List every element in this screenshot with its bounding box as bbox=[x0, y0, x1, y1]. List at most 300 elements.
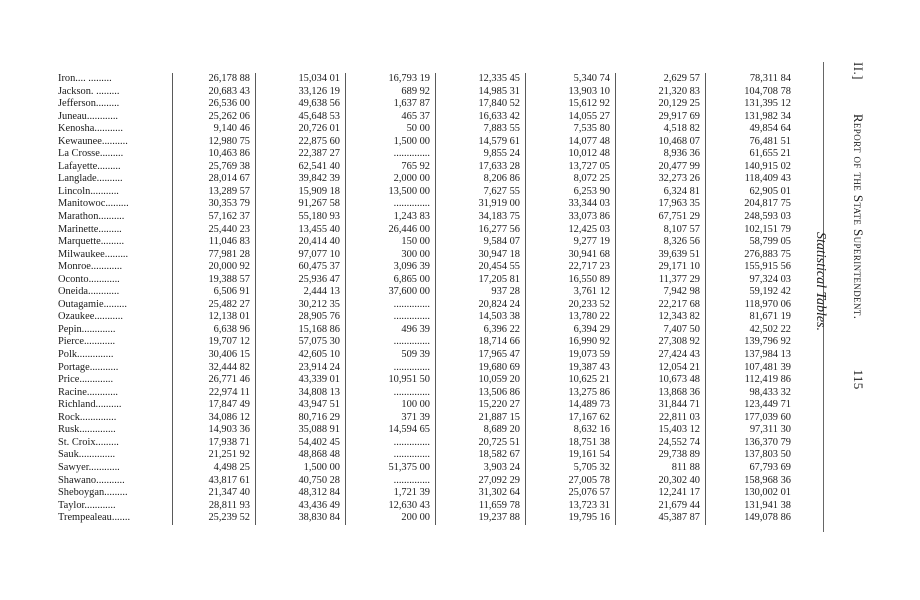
value-cell: 28,014 67 bbox=[173, 173, 256, 186]
value-cell: 13,868 36 bbox=[616, 387, 706, 400]
value-cell: 76,481 51 bbox=[706, 136, 797, 149]
value-cell: 14,985 31 bbox=[436, 86, 526, 99]
value-cell: 300 00 bbox=[346, 249, 436, 262]
value-cell: 15,168 86 bbox=[256, 324, 346, 337]
value-cell: 22,811 03 bbox=[616, 412, 706, 425]
value-cell: 204,817 75 bbox=[706, 198, 797, 211]
value-cell: 10,673 48 bbox=[616, 374, 706, 387]
value-cell: 25,769 38 bbox=[173, 161, 256, 174]
value-cell: 4,518 82 bbox=[616, 123, 706, 136]
value-cell: 57,162 37 bbox=[173, 211, 256, 224]
value-cell: 8,689 20 bbox=[436, 424, 526, 437]
value-cell: 98,433 32 bbox=[706, 387, 797, 400]
county-name-cell: Rusk.............. bbox=[58, 424, 116, 436]
table-row bbox=[58, 236, 796, 249]
value-cell: 62,905 01 bbox=[706, 186, 797, 199]
county-name-cell: Kenosha........... bbox=[58, 123, 123, 135]
value-cell: 465 37 bbox=[346, 111, 436, 124]
value-cell: 2,000 00 bbox=[346, 173, 436, 186]
value-cell: 67,751 29 bbox=[616, 211, 706, 224]
value-cell: 31,844 71 bbox=[616, 399, 706, 412]
county-name-cell: Manitowoc......... bbox=[58, 198, 129, 210]
value-cell: 10,012 48 bbox=[526, 148, 616, 161]
value-cell: 18,582 67 bbox=[436, 449, 526, 462]
value-cell: 8,326 56 bbox=[616, 236, 706, 249]
table-row bbox=[58, 462, 796, 475]
table-row bbox=[58, 437, 796, 450]
value-cell: 45,648 53 bbox=[256, 111, 346, 124]
county-name-cell: Richland.......... bbox=[58, 399, 122, 411]
value-cell: 13,455 40 bbox=[256, 224, 346, 237]
table-row bbox=[58, 412, 796, 425]
value-cell: 13,275 86 bbox=[526, 387, 616, 400]
value-cell: 25,482 27 bbox=[173, 299, 256, 312]
value-cell: 12,054 21 bbox=[616, 362, 706, 375]
value-cell: 5,340 74 bbox=[526, 73, 616, 86]
value-cell: 137,984 13 bbox=[706, 349, 797, 362]
value-cell: 1,637 87 bbox=[346, 98, 436, 111]
value-cell: .............. bbox=[346, 437, 436, 450]
value-cell: 39,842 39 bbox=[256, 173, 346, 186]
value-cell: 25,076 57 bbox=[526, 487, 616, 500]
value-cell: 97,311 30 bbox=[706, 424, 797, 437]
county-name-cell: Oconto............ bbox=[58, 273, 120, 285]
value-cell: 17,633 28 bbox=[436, 161, 526, 174]
value-cell: 77,981 28 bbox=[173, 249, 256, 262]
table-row bbox=[58, 512, 796, 525]
value-cell: 30,212 35 bbox=[256, 299, 346, 312]
value-cell: 6,396 22 bbox=[436, 324, 526, 337]
value-cell: 811 88 bbox=[616, 462, 706, 475]
value-cell: 27,424 43 bbox=[616, 349, 706, 362]
value-cell: 19,795 16 bbox=[526, 512, 616, 525]
value-cell: 26,446 00 bbox=[346, 224, 436, 237]
value-cell: 12,630 43 bbox=[346, 500, 436, 513]
value-cell: 15,612 92 bbox=[526, 98, 616, 111]
value-cell: 15,220 27 bbox=[436, 399, 526, 412]
county-name-cell: Trempealeau....... bbox=[58, 512, 131, 524]
value-cell: 17,167 62 bbox=[526, 412, 616, 425]
value-cell: .............. bbox=[346, 148, 436, 161]
county-name-cell: Milwaukee......... bbox=[58, 248, 129, 260]
value-cell: 29,738 89 bbox=[616, 449, 706, 462]
table-row bbox=[58, 136, 796, 149]
value-cell: 31,302 64 bbox=[436, 487, 526, 500]
value-cell: 20,683 43 bbox=[173, 86, 256, 99]
county-name-cell: Sauk.............. bbox=[58, 449, 116, 461]
value-cell: 13,727 05 bbox=[526, 161, 616, 174]
value-cell: 34,808 13 bbox=[256, 387, 346, 400]
value-cell: 2,444 13 bbox=[256, 286, 346, 299]
table-row bbox=[58, 86, 796, 99]
value-cell: 3,761 12 bbox=[526, 286, 616, 299]
value-cell: 8,632 16 bbox=[526, 424, 616, 437]
value-cell: 32,273 26 bbox=[616, 173, 706, 186]
table-row bbox=[58, 148, 796, 161]
value-cell: 200 00 bbox=[346, 512, 436, 525]
value-cell: 54,402 45 bbox=[256, 437, 346, 450]
value-cell: 39,639 51 bbox=[616, 249, 706, 262]
value-cell: 131,982 34 bbox=[706, 111, 797, 124]
value-cell: 13,289 57 bbox=[173, 186, 256, 199]
value-cell: 27,308 92 bbox=[616, 336, 706, 349]
value-cell: 17,840 52 bbox=[436, 98, 526, 111]
statistical-table bbox=[58, 73, 796, 525]
value-cell: 130,002 01 bbox=[706, 487, 797, 500]
value-cell: 30,947 18 bbox=[436, 249, 526, 262]
value-cell: 15,034 01 bbox=[256, 73, 346, 86]
value-cell: 19,073 59 bbox=[526, 349, 616, 362]
table-body bbox=[58, 73, 796, 525]
value-cell: 14,489 73 bbox=[526, 399, 616, 412]
value-cell: 60,475 37 bbox=[256, 261, 346, 274]
county-name-cell: Marquette......... bbox=[58, 236, 125, 248]
value-cell: 13,903 10 bbox=[526, 86, 616, 99]
value-cell: 21,679 44 bbox=[616, 500, 706, 513]
value-cell: 14,579 61 bbox=[436, 136, 526, 149]
value-cell: 21,251 92 bbox=[173, 449, 256, 462]
table-row bbox=[58, 161, 796, 174]
value-cell: 15,403 12 bbox=[616, 424, 706, 437]
table-row bbox=[58, 286, 796, 299]
value-cell: 2,629 57 bbox=[616, 73, 706, 86]
value-cell: 7,883 55 bbox=[436, 123, 526, 136]
value-cell: 100 00 bbox=[346, 399, 436, 412]
value-cell: 150 00 bbox=[346, 236, 436, 249]
table-row bbox=[58, 387, 796, 400]
table-row bbox=[58, 173, 796, 186]
value-cell: 14,055 27 bbox=[526, 111, 616, 124]
value-cell: 7,942 98 bbox=[616, 286, 706, 299]
value-cell: 19,388 57 bbox=[173, 274, 256, 287]
value-cell: 1,500 00 bbox=[346, 136, 436, 149]
county-name-cell: Taylor............ bbox=[58, 499, 116, 511]
value-cell: 34,183 75 bbox=[436, 211, 526, 224]
table-row bbox=[58, 111, 796, 124]
value-cell: 8,206 86 bbox=[436, 173, 526, 186]
value-cell: 20,454 55 bbox=[436, 261, 526, 274]
value-cell: 13,780 22 bbox=[526, 311, 616, 324]
table-row bbox=[58, 500, 796, 513]
value-cell: .............. bbox=[346, 311, 436, 324]
page-number: 115 bbox=[851, 369, 866, 390]
county-name-cell: Jefferson......... bbox=[58, 98, 120, 110]
table-row bbox=[58, 198, 796, 211]
value-cell: 10,951 50 bbox=[346, 374, 436, 387]
value-cell: 12,980 75 bbox=[173, 136, 256, 149]
value-cell: 107,481 39 bbox=[706, 362, 797, 375]
value-cell: 9,277 19 bbox=[526, 236, 616, 249]
county-name-cell: Ozaukee........... bbox=[58, 311, 123, 323]
value-cell: 43,817 61 bbox=[173, 475, 256, 488]
county-name-cell: Kewaunee.......... bbox=[58, 135, 128, 147]
value-cell: 20,414 40 bbox=[256, 236, 346, 249]
table-row bbox=[58, 186, 796, 199]
value-cell: 11,659 78 bbox=[436, 500, 526, 513]
value-cell: 112,419 86 bbox=[706, 374, 797, 387]
value-cell: 20,000 92 bbox=[173, 261, 256, 274]
table-row bbox=[58, 487, 796, 500]
value-cell: 40,750 28 bbox=[256, 475, 346, 488]
value-cell: 12,335 45 bbox=[436, 73, 526, 86]
value-cell: 48,868 48 bbox=[256, 449, 346, 462]
table-row bbox=[58, 324, 796, 337]
value-cell: 19,161 54 bbox=[526, 449, 616, 462]
value-cell: 3,096 39 bbox=[346, 261, 436, 274]
county-name-cell: Marinette......... bbox=[58, 223, 122, 235]
value-cell: 22,875 60 bbox=[256, 136, 346, 149]
value-cell: 19,387 43 bbox=[526, 362, 616, 375]
value-cell: 13,723 31 bbox=[526, 500, 616, 513]
value-cell: 20,129 25 bbox=[616, 98, 706, 111]
value-cell: 496 39 bbox=[346, 324, 436, 337]
value-cell: 22,387 27 bbox=[256, 148, 346, 161]
value-cell: 6,324 81 bbox=[616, 186, 706, 199]
value-cell: 6,865 00 bbox=[346, 274, 436, 287]
value-cell: 19,680 69 bbox=[436, 362, 526, 375]
value-cell: 50 00 bbox=[346, 123, 436, 136]
value-cell: .............. bbox=[346, 198, 436, 211]
value-cell: 149,078 86 bbox=[706, 512, 797, 525]
table-row bbox=[58, 374, 796, 387]
value-cell: 140,915 02 bbox=[706, 161, 797, 174]
table-row bbox=[58, 424, 796, 437]
value-cell: 55,180 93 bbox=[256, 211, 346, 224]
value-cell: 43,947 51 bbox=[256, 399, 346, 412]
value-cell: 58,799 05 bbox=[706, 236, 797, 249]
value-cell: 10,625 21 bbox=[526, 374, 616, 387]
value-cell: 91,267 58 bbox=[256, 198, 346, 211]
value-cell: 10,463 86 bbox=[173, 148, 256, 161]
value-cell: 27,092 29 bbox=[436, 475, 526, 488]
value-cell: 7,407 50 bbox=[616, 324, 706, 337]
county-name-cell: Pepin............. bbox=[58, 323, 116, 335]
value-cell: 22,974 11 bbox=[173, 387, 256, 400]
value-cell: 17,205 81 bbox=[436, 274, 526, 287]
table-row bbox=[58, 449, 796, 462]
county-name-cell: Lafayette......... bbox=[58, 160, 121, 172]
value-cell: 16,550 89 bbox=[526, 274, 616, 287]
value-cell: 43,436 49 bbox=[256, 500, 346, 513]
value-cell: 17,965 47 bbox=[436, 349, 526, 362]
table-row bbox=[58, 249, 796, 262]
value-cell: 12,343 82 bbox=[616, 311, 706, 324]
county-name-cell: Juneau............ bbox=[58, 110, 119, 122]
value-cell: 37,600 00 bbox=[346, 286, 436, 299]
value-cell: 1,243 83 bbox=[346, 211, 436, 224]
value-cell: 6,253 90 bbox=[526, 186, 616, 199]
value-cell: 123,449 71 bbox=[706, 399, 797, 412]
value-cell: 49,638 56 bbox=[256, 98, 346, 111]
value-cell: 51,375 00 bbox=[346, 462, 436, 475]
value-cell: 8,072 25 bbox=[526, 173, 616, 186]
value-cell: 1,500 00 bbox=[256, 462, 346, 475]
value-cell: 45,387 87 bbox=[616, 512, 706, 525]
value-cell: 11,046 83 bbox=[173, 236, 256, 249]
value-cell: 30,353 79 bbox=[173, 198, 256, 211]
value-cell: 57,075 30 bbox=[256, 336, 346, 349]
table-row bbox=[58, 299, 796, 312]
value-cell: 3,903 24 bbox=[436, 462, 526, 475]
value-cell: 59,192 42 bbox=[706, 286, 797, 299]
value-cell: 25,262 06 bbox=[173, 111, 256, 124]
value-cell: 25,936 47 bbox=[256, 274, 346, 287]
value-cell: 21,887 15 bbox=[436, 412, 526, 425]
value-cell: 27,005 78 bbox=[526, 475, 616, 488]
value-cell: 35,088 91 bbox=[256, 424, 346, 437]
value-cell: 43,339 01 bbox=[256, 374, 346, 387]
value-cell: 32,444 82 bbox=[173, 362, 256, 375]
value-cell: 10,468 07 bbox=[616, 136, 706, 149]
value-cell: 17,938 71 bbox=[173, 437, 256, 450]
value-cell: 102,151 79 bbox=[706, 224, 797, 237]
value-cell: 18,751 38 bbox=[526, 437, 616, 450]
value-cell: 42,502 22 bbox=[706, 324, 797, 337]
table-row bbox=[58, 211, 796, 224]
value-cell: 9,140 46 bbox=[173, 123, 256, 136]
value-cell: 49,854 64 bbox=[706, 123, 797, 136]
value-cell: 14,077 48 bbox=[526, 136, 616, 149]
value-cell: 509 39 bbox=[346, 349, 436, 362]
county-name-cell: Iron.... ......... bbox=[58, 73, 112, 84]
table-row bbox=[58, 399, 796, 412]
value-cell: 765 92 bbox=[346, 161, 436, 174]
value-cell: 19,707 12 bbox=[173, 336, 256, 349]
value-cell: 8,936 36 bbox=[616, 148, 706, 161]
value-cell: 9,855 24 bbox=[436, 148, 526, 161]
value-cell: 80,716 29 bbox=[256, 412, 346, 425]
running-head-left: II.] bbox=[851, 62, 866, 80]
value-cell: 38,830 84 bbox=[256, 512, 346, 525]
county-name-cell: Outagamie......... bbox=[58, 298, 127, 310]
value-cell: 34,086 12 bbox=[173, 412, 256, 425]
value-cell: 14,903 36 bbox=[173, 424, 256, 437]
table-row bbox=[58, 123, 796, 136]
county-name-cell: Pierce............ bbox=[58, 336, 116, 348]
value-cell: 14,503 38 bbox=[436, 311, 526, 324]
section-title: Statistical Tables. bbox=[813, 232, 828, 332]
county-name-cell: Monroe............ bbox=[58, 261, 123, 273]
county-name-cell: Jackson. ......... bbox=[58, 85, 120, 97]
table-row bbox=[58, 224, 796, 237]
table-row bbox=[58, 362, 796, 375]
value-cell: 31,919 00 bbox=[436, 198, 526, 211]
value-cell: 25,440 23 bbox=[173, 224, 256, 237]
value-cell: 177,039 60 bbox=[706, 412, 797, 425]
value-cell: 48,312 84 bbox=[256, 487, 346, 500]
value-cell: 7,535 80 bbox=[526, 123, 616, 136]
table-row bbox=[58, 261, 796, 274]
value-cell: 136,370 79 bbox=[706, 437, 797, 450]
value-cell: 9,584 07 bbox=[436, 236, 526, 249]
value-cell: 20,477 99 bbox=[616, 161, 706, 174]
county-name-cell: Sheboygan......... bbox=[58, 487, 128, 499]
value-cell: 16,990 92 bbox=[526, 336, 616, 349]
value-cell: .............. bbox=[346, 362, 436, 375]
value-cell: 30,406 15 bbox=[173, 349, 256, 362]
value-cell: 155,915 56 bbox=[706, 261, 797, 274]
value-cell: 30,941 68 bbox=[526, 249, 616, 262]
value-cell: 33,126 19 bbox=[256, 86, 346, 99]
value-cell: 16,793 19 bbox=[346, 73, 436, 86]
county-name-cell: Langlade.......... bbox=[58, 173, 123, 185]
value-cell: 22,717 23 bbox=[526, 261, 616, 274]
value-cell: 16,277 56 bbox=[436, 224, 526, 237]
value-cell: 26,178 88 bbox=[173, 73, 256, 86]
value-cell: 131,395 12 bbox=[706, 98, 797, 111]
running-head bbox=[850, 62, 866, 390]
value-cell: 17,847 49 bbox=[173, 399, 256, 412]
value-cell: 20,725 51 bbox=[436, 437, 526, 450]
value-cell: 1,721 39 bbox=[346, 487, 436, 500]
value-cell: 20,824 24 bbox=[436, 299, 526, 312]
county-name-cell: Marathon.......... bbox=[58, 211, 125, 223]
value-cell: 10,059 20 bbox=[436, 374, 526, 387]
value-cell: 16,633 42 bbox=[436, 111, 526, 124]
value-cell: 25,239 52 bbox=[173, 512, 256, 525]
value-cell: 26,536 00 bbox=[173, 98, 256, 111]
value-cell: 42,605 10 bbox=[256, 349, 346, 362]
value-cell: 15,909 18 bbox=[256, 186, 346, 199]
value-cell: 371 39 bbox=[346, 412, 436, 425]
county-name-cell: Portage........... bbox=[58, 361, 119, 373]
value-cell: 13,506 86 bbox=[436, 387, 526, 400]
value-cell: 62,541 40 bbox=[256, 161, 346, 174]
county-name-cell: St. Croix......... bbox=[58, 436, 119, 448]
value-cell: 20,302 40 bbox=[616, 475, 706, 488]
value-cell: 97,077 10 bbox=[256, 249, 346, 262]
value-cell: 28,811 93 bbox=[173, 500, 256, 513]
value-cell: 67,793 69 bbox=[706, 462, 797, 475]
value-cell: 13,500 00 bbox=[346, 186, 436, 199]
table-row bbox=[58, 349, 796, 362]
table-row bbox=[58, 98, 796, 111]
value-cell: 689 92 bbox=[346, 86, 436, 99]
county-name-cell: Price............. bbox=[58, 374, 114, 386]
value-cell: 33,344 03 bbox=[526, 198, 616, 211]
value-cell: 4,498 25 bbox=[173, 462, 256, 475]
value-cell: .............. bbox=[346, 387, 436, 400]
value-cell: 6,638 96 bbox=[173, 324, 256, 337]
value-cell: .............. bbox=[346, 299, 436, 312]
value-cell: 24,552 74 bbox=[616, 437, 706, 450]
county-name-cell: La Crosse......... bbox=[58, 148, 124, 160]
value-cell: 78,311 84 bbox=[706, 73, 797, 86]
value-cell: 61,655 21 bbox=[706, 148, 797, 161]
value-cell: 6,394 29 bbox=[526, 324, 616, 337]
value-cell: 248,593 03 bbox=[706, 211, 797, 224]
value-cell: 22,217 68 bbox=[616, 299, 706, 312]
table-row bbox=[58, 73, 796, 86]
value-cell: 26,771 46 bbox=[173, 374, 256, 387]
value-cell: .............. bbox=[346, 336, 436, 349]
value-cell: 29,171 10 bbox=[616, 261, 706, 274]
value-cell: 28,905 76 bbox=[256, 311, 346, 324]
table-row bbox=[58, 475, 796, 488]
value-cell: 6,506 91 bbox=[173, 286, 256, 299]
value-cell: 104,708 78 bbox=[706, 86, 797, 99]
value-cell: 23,914 24 bbox=[256, 362, 346, 375]
value-cell: 12,425 03 bbox=[526, 224, 616, 237]
value-cell: 21,347 40 bbox=[173, 487, 256, 500]
county-name-cell: Sawyer............ bbox=[58, 461, 120, 473]
value-cell: 12,241 17 bbox=[616, 487, 706, 500]
value-cell: 139,796 92 bbox=[706, 336, 797, 349]
value-cell: 18,714 66 bbox=[436, 336, 526, 349]
value-cell: 137,803 50 bbox=[706, 449, 797, 462]
table-row bbox=[58, 274, 796, 287]
value-cell: 14,594 65 bbox=[346, 424, 436, 437]
